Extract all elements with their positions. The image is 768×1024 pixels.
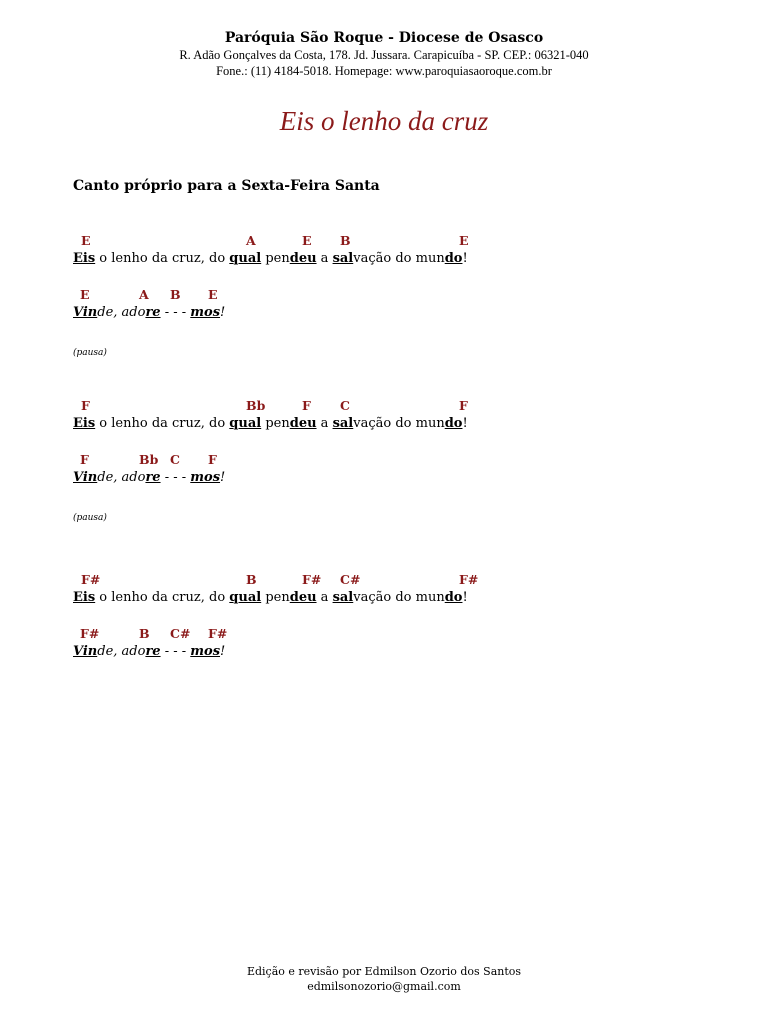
lyric-text: - - - [160,305,191,320]
song-title: Eis o lenho da cruz [279,106,489,136]
stressed-syllable: deu [289,416,317,431]
stressed-syllable: mos [190,644,221,659]
chord-label: C# [340,572,361,587]
chord-label: E [302,233,312,248]
chord-label: F [81,398,90,413]
footer-credit: Edição e revisão por Edmilson Ozorio dos Santos [246,965,522,978]
lyric-text: - - - [160,644,191,659]
chord-label: E [459,233,469,248]
chord-label: F# [208,626,228,641]
lyric-text: vação do mun [353,251,445,266]
stressed-syllable: mos [190,305,221,320]
lyric-text: ! [462,590,468,605]
chord-label: F# [81,572,101,587]
chord-label: C# [170,626,191,641]
stressed-syllable: do [444,251,463,266]
document-footer [0,964,768,994]
document-header [0,30,768,79]
stressed-syllable: Vin [73,644,98,659]
lyric-text: ! [220,470,226,485]
response-lyric-line [73,644,225,659]
lyric-text: a [316,416,333,431]
lyric-text: de, ado [97,470,146,485]
stressed-syllable: qual [229,590,262,605]
stressed-syllable: sal [332,416,354,431]
stressed-syllable: re [145,644,161,659]
pause-note: (pausa) [73,348,107,358]
lyric-text: ! [220,305,226,320]
stressed-syllable: Eis [73,590,96,605]
lyric-text: a [316,590,333,605]
stressed-syllable: deu [289,590,317,605]
parish-contact: Fone.: (11) 4184-5018. Homepage: www.paroquiasaoroque.com.br [216,64,552,78]
chord-label: E [80,287,90,302]
chord-label: F [208,452,217,467]
lyric-text: pen [261,590,290,605]
verse-lyric-line [73,416,468,431]
chord-label: B [170,287,181,302]
chord-label: B [340,233,351,248]
chord-label: F# [80,626,100,641]
lyric-text: - - - [160,470,191,485]
stressed-syllable: Vin [73,470,98,485]
lyric-text: de, ado [97,644,146,659]
stressed-syllable: Eis [73,416,96,431]
lyric-text: o lenho da cruz, do [95,416,230,431]
song-subtitle: Canto próprio para a Sexta-Feira Santa [73,178,380,194]
chord-label: A [246,233,256,248]
verse-lyric-line [73,251,468,266]
response-lyric-line [73,305,225,320]
stressed-syllable: re [145,470,161,485]
stressed-syllable: sal [332,590,354,605]
lyric-text: o lenho da cruz, do [95,590,230,605]
stressed-syllable: do [444,590,463,605]
lyric-text: pen [261,251,290,266]
lyric-text: ! [462,416,468,431]
chord-label: C [340,398,350,413]
stressed-syllable: mos [190,470,221,485]
chord-label: Bb [139,452,159,467]
parish-address: R. Adão Gonçalves da Costa, 178. Jd. Jussara. Carapicuíba - SP. CEP.: 06321-040 [179,48,589,62]
chord-label: F [302,398,311,413]
footer-email: edmilsonozorio@gmail.com [307,980,461,993]
chord-label: E [81,233,91,248]
lyric-text: pen [261,416,290,431]
verse-lyric-line [73,590,468,605]
lyric-text: o lenho da cruz, do [95,251,230,266]
chord-label: C [170,452,180,467]
response-lyric-line [73,470,225,485]
lyric-text: ! [220,644,226,659]
chord-label: Bb [246,398,266,413]
chord-label: B [246,572,257,587]
chord-label: A [139,287,149,302]
chord-label: F [80,452,89,467]
parish-name: Paróquia São Roque - Diocese de Osasco [224,30,544,46]
stressed-syllable: sal [332,251,354,266]
stressed-syllable: qual [229,251,262,266]
stressed-syllable: deu [289,251,317,266]
lyric-text: a [316,251,333,266]
chord-label: F# [459,572,479,587]
lyric-text: de, ado [97,305,146,320]
lyric-text: vação do mun [353,416,445,431]
stressed-syllable: do [444,416,463,431]
stressed-syllable: Vin [73,305,98,320]
chord-label: F [459,398,468,413]
stressed-syllable: Eis [73,251,96,266]
stressed-syllable: qual [229,416,262,431]
chord-label: F# [302,572,322,587]
lyric-text: vação do mun [353,590,445,605]
chord-label: E [208,287,218,302]
stressed-syllable: re [145,305,161,320]
chord-label: B [139,626,150,641]
pause-note: (pausa) [73,513,107,523]
lyric-text: ! [462,251,468,266]
